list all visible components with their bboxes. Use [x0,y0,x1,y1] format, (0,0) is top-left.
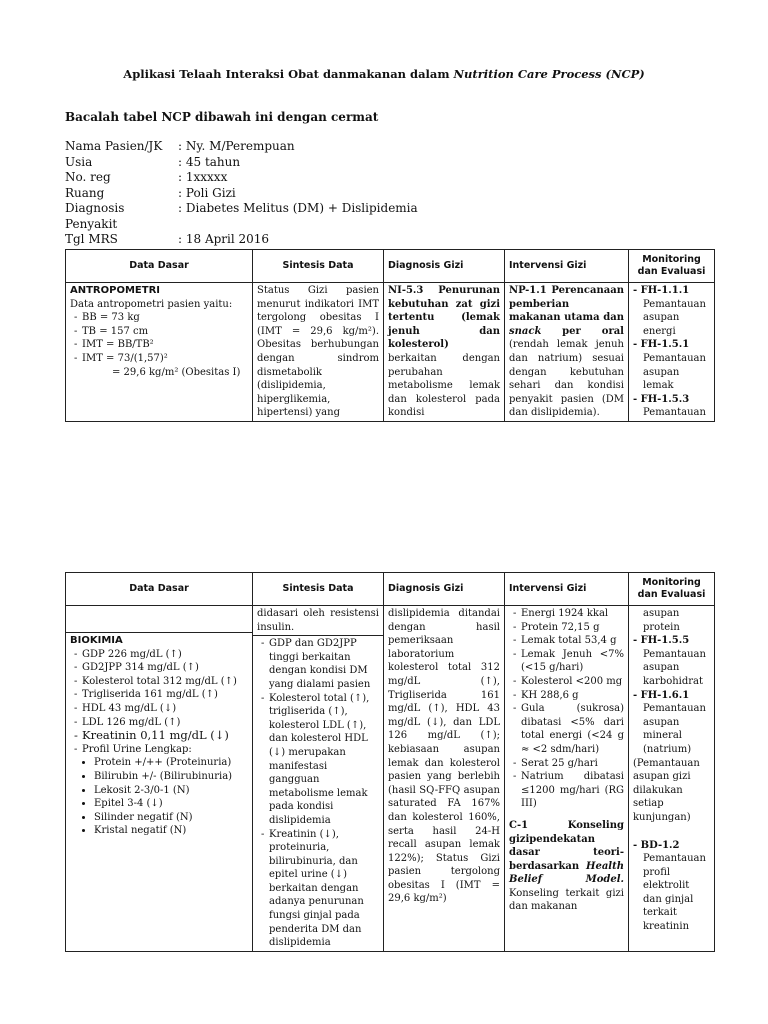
list-item: - TB = 157 cm [70,325,248,339]
header-sintesis: Sintesis Data [253,573,384,606]
list-item: - Protein 72,15 g [509,621,624,635]
list-item: • Protein +/++ (Proteinuria) [94,756,248,770]
header-data-dasar: Data Dasar [66,573,253,606]
list-item: - Kreatinin (↓), proteinuria, bilirubinuria, dan epitel urine (↓) berkaitan dengan adanya penurunan fungsi ginjal pada penderita DM dan dislipidemia [257,828,379,950]
header-diagnosis: Diagnosis Gizi [384,573,505,606]
blank-cell [66,606,252,633]
list-item: - Kolesterol <200 mg [509,675,624,689]
list-item: - Kolesterol total 312 mg/dL (↑) [70,675,248,689]
list-item: - Trigliserida 161 mg/dL (↑) [70,688,248,702]
instruction-heading: Bacalah tabel NCP dibawah ini dengan cermat [65,110,379,124]
header-intervensi: Intervensi Gizi [505,250,629,283]
intervensi-list [509,607,624,811]
patient-row: Ruang : Poli Gizi [65,185,236,200]
konseling-block: C-1 Konseling gizipendekatan dasar teori-berdasarkan Health Belief Model. Konseling terkait gizi dan makanan [509,819,624,913]
cell-data-dasar [66,606,253,952]
list-item: - Lemak Jenuh <7% (<15 g/hari) [509,648,624,675]
table-row [66,283,715,422]
list-item: - Serat 25 g/hari [509,757,624,771]
list-item: - HDL 43 mg/dL (↓) [70,702,248,716]
antropometri-heading: ANTROPOMETRI [70,285,160,296]
list-item: • Lekosit 2-3/0-1 (N) [94,784,248,798]
sintesis-list [253,636,383,951]
list-item: - Gula (sukrosa) dibatasi <5% dari total energi (<24 g ≈ <2 sdm/hari) [509,702,624,756]
patient-info [65,139,418,248]
list-item: - GDP 226 mg/dL (↑) [70,648,248,662]
cell-intervensi: NP-1.1 Perencanaan pemberian makanan utama dan snack per oral (rendah lemak jenuh dan natrium) sesuai dengan kebutuhan sehari dan kondisi penyakit pasien (DM dan dislipidemia). [505,283,629,422]
list-item: • Silinder negatif (N) [94,811,248,825]
biokimia-heading: BIOKIMIA [70,635,123,646]
ncp-table-2 [65,572,715,952]
list-item: - Lemak total 53,4 g [509,634,624,648]
antropometri-list [70,311,248,365]
biokimia-list [70,648,248,757]
patient-row: No. reg : 1xxxxx [65,170,228,184]
list-item: - BB = 73 kg [70,311,248,325]
cell-diagnosis: dislipidemia ditandai dengan hasil pemeriksaan laboratorium kolesterol total 312 mg/dL (↑), Trigliserida 161 mg/dL (↑), HDL 43 mg/dL (↓), dan LDL 126 mg/dL (↑); kebiasaan asupan lemak dan kolesterol pasien yang berlebih (hasil SQ-FFQ asupan saturated FA 167% dan kolesterol 160%, serta hasil 24-H recall asupan lemak 122%); Status Gizi pasien tergolong obesitas I (IMT = 29,6 kg/m²) [384,606,505,952]
title-italic: Nutrition Care Process (NCP) [453,67,645,81]
patient-row: Tgl MRS : 18 April 2016 [65,232,270,246]
header-data-dasar: Data Dasar [66,250,253,283]
list-item: • Kristal negatif (N) [94,824,248,838]
cell-intervensi [505,606,629,952]
header-sintesis: Sintesis Data [253,250,384,283]
header-intervensi: Intervensi Gizi [505,573,629,606]
list-item: • Bilirubin +/- (Bilirubinuria) [94,770,248,784]
cell-monitoring: asupan protein - FH-1.5.5 Pemantauan asupan karbohidrat - FH-1.6.1 Pemantauan asupan mineral (natrium) (Pemantauan asupan gizi dilakukan setiap kunjungan) - BD-1.2 Pemantauan profil elektrolit dan ginjal terkait kreatinin [629,606,715,952]
imt-result: = 29,6 kg/m² (Obesitas I) [112,366,241,378]
header-monitoring: Monitoring dan Evaluasi [629,250,715,283]
cell-monitoring: - FH-1.1.1 Pemantauan asupan energi - FH-1.5.1 Pemantauan asupan lemak - FH-1.5.3 Pemantauan [629,283,715,422]
list-item: - Kreatinin 0,11 mg/dL (↓) [70,729,248,743]
urine-list [70,756,248,838]
patient-row: Nama Pasien/JK : Ny. M/Perempuan [65,139,295,153]
list-item: - IMT = 73/(1,57)² [70,352,248,366]
list-item: - Natrium dibatasi ≤1200 mg/hari (RG III) [509,770,624,811]
list-item: - GD2JPP 314 mg/dL (↑) [70,661,248,675]
list-item: - Kolesterol total (↑), trigliserida (↑), kolesterol LDL (↑), dan kolesterol HDL (↓) merupakan manifestasi gangguan metabolisme lemak pada kondisi dislipidemia [257,692,379,828]
list-item: - IMT = BB/TB² [70,338,248,352]
list-item: - GDP dan GD2JPP tinggi berkaitan dengan kondisi DM yang dialami pasien [257,637,379,691]
header-diagnosis: Diagnosis Gizi [384,250,505,283]
cell-sintesis: Status Gizi pasien menurut indikatori IMT tergolong obesitas I (IMT = 29,6 kg/m²). Obesitas berhubungan dengan sindrom dismetabolik (dislipidemia, hiperglikemia, hipertensi) yang [253,283,384,422]
table-row [66,606,715,952]
list-item: - Profil Urine Lengkap: [70,743,248,757]
document-title: Aplikasi Telaah Interaksi Obat danmakanan dalam Nutrition Care Process (NCP) [123,67,645,81]
cell-diagnosis: NI-5.3 Penurunan kebutuhan zat gizi tertentu (lemak jenuh dan kolesterol) berkaitan dengan perubahan metabolisme lemak dan kolesterol pada kondisi [384,283,505,422]
diagnosis-code: NI-5.3 Penurunan kebutuhan zat gizi tertentu (lemak jenuh dan kolesterol) [388,285,500,351]
list-item: - Energi 1924 kkal [509,607,624,621]
list-item: • Epitel 3-4 (↓) [94,797,248,811]
patient-row: Usia : 45 tahun [65,154,241,169]
cell-sintesis: didasari oleh resistensi insulin. - GDP dan GD2JPP tinggi berkaitan dengan kondisi DM yang dialami pasien - Kolesterol total (↑), trigliserida (↑), kolesterol LDL (↑), dan kolesterol HDL (↓) merupakan manifestasi gangguan metabolisme lemak pada kondisi dislipidemia - Kreatinin (↓), proteinuria, bilirubinuria, dan epitel urine (↓) berkaitan dengan adanya penurunan fungsi ginjal pada penderita DM dan dislipidemia [253,606,384,952]
ncp-table-1 [65,249,715,422]
patient-row: Diagnosis Penyakit : Diabetes Melitus (DM) + Dislipidemia [65,201,418,231]
table-header-row [66,573,715,606]
list-item: - KH 288,6 g [509,689,624,703]
cell-data-dasar: ANTROPOMETRI Data antropometri pasien yaitu: - BB = 73 kg - TB = 157 cm - IMT = BB/TB² - IMT = 73/(1,57)² = 29,6 kg/m² (Obesitas I) [66,283,253,422]
list-item: - LDL 126 mg/dL (↑) [70,716,248,730]
table-header-row [66,250,715,283]
header-monitoring: Monitoring dan Evaluasi [629,573,715,606]
